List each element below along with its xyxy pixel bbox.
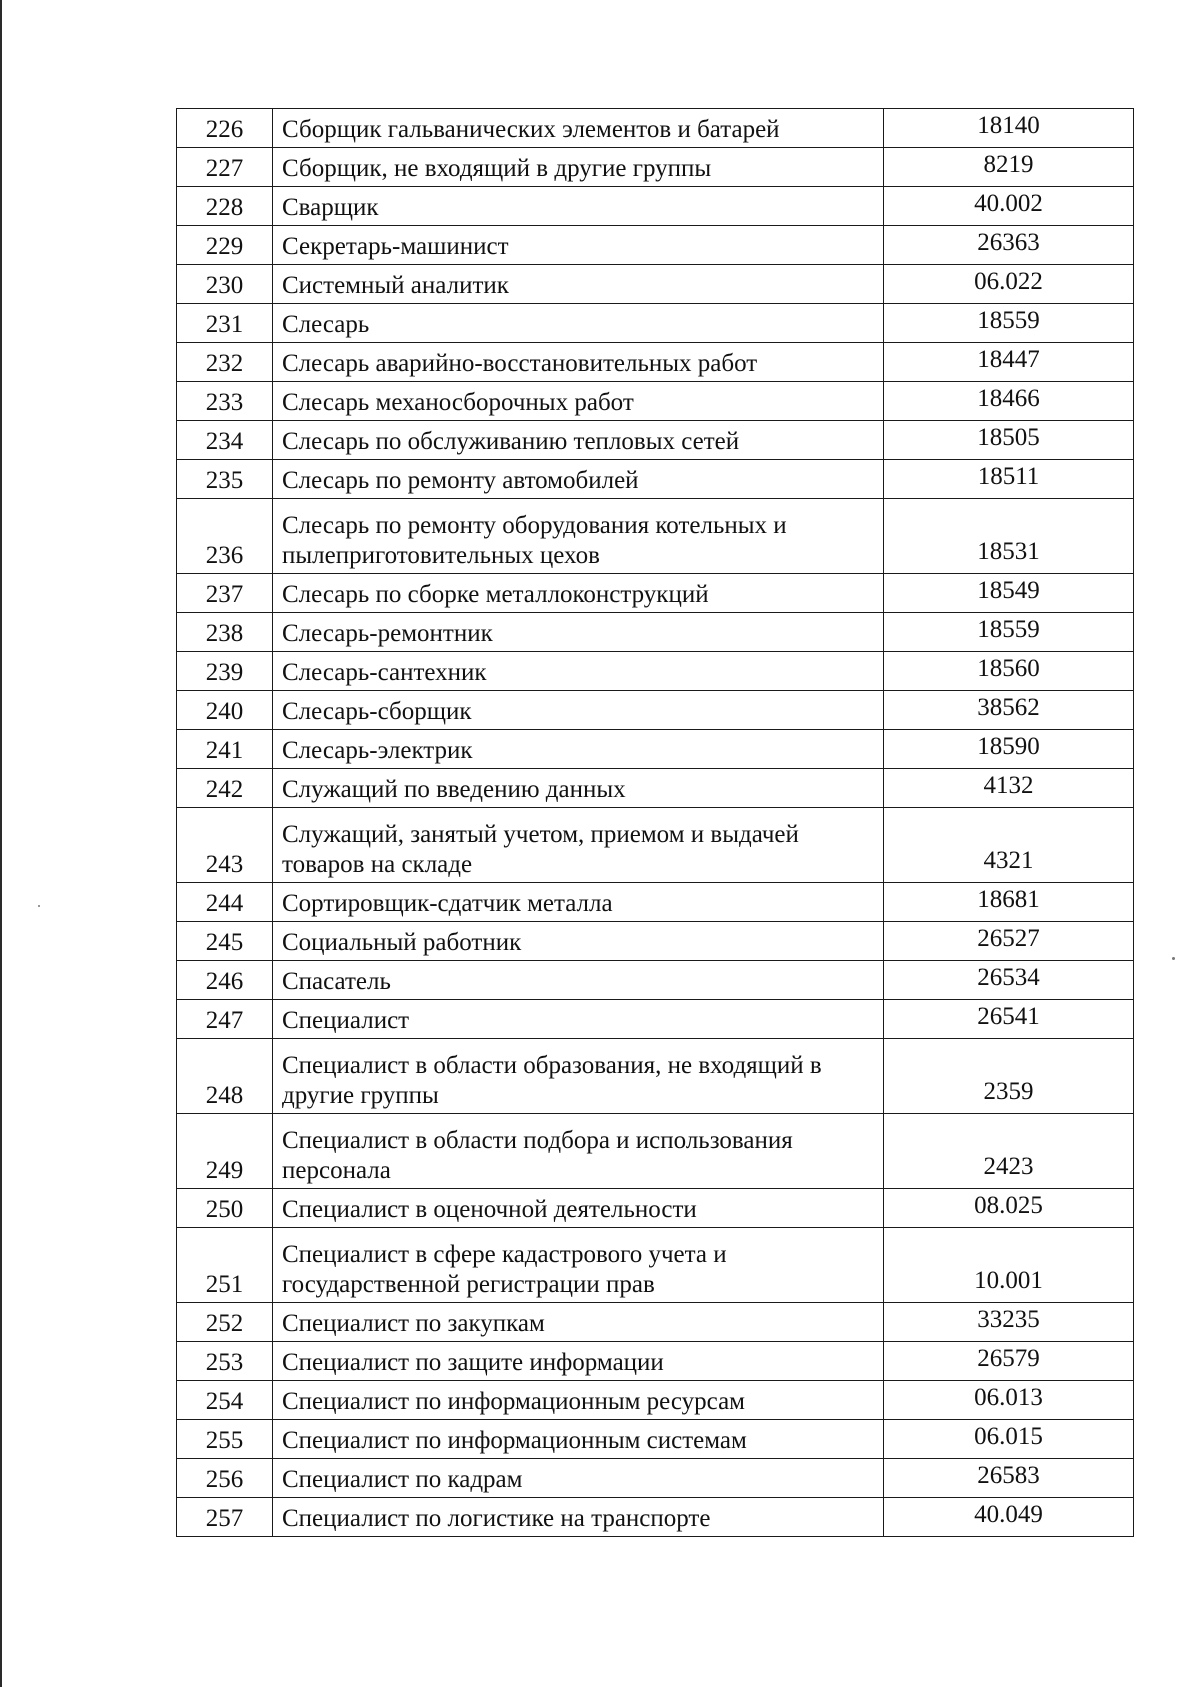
profession-name: Секретарь-машинист xyxy=(273,226,884,265)
row-number: 248 xyxy=(177,1039,273,1114)
profession-code: 4321 xyxy=(884,808,1134,883)
row-number: 236 xyxy=(177,499,273,574)
profession-code: 18590 xyxy=(884,730,1134,769)
profession-code: 40.002 xyxy=(884,187,1134,226)
profession-code: 2359 xyxy=(884,1039,1134,1114)
row-number: 230 xyxy=(177,265,273,304)
row-number: 235 xyxy=(177,460,273,499)
table-row xyxy=(177,265,1134,304)
row-number: 234 xyxy=(177,421,273,460)
profession-name: Специалист xyxy=(273,1000,884,1039)
scan-speck xyxy=(1172,957,1175,960)
table-row xyxy=(177,691,1134,730)
table-row xyxy=(177,1420,1134,1459)
row-number: 228 xyxy=(177,187,273,226)
table-row xyxy=(177,1039,1134,1114)
table-row xyxy=(177,961,1134,1000)
profession-name: Системный аналитик xyxy=(273,265,884,304)
profession-name: Слесарь по ремонту оборудования котельных и пылеприготовительных цехов xyxy=(273,499,884,574)
table-row xyxy=(177,1342,1134,1381)
row-number: 250 xyxy=(177,1189,273,1228)
table-row xyxy=(177,808,1134,883)
profession-name: Сварщик xyxy=(273,187,884,226)
profession-code: 18447 xyxy=(884,343,1134,382)
table-row xyxy=(177,730,1134,769)
profession-name: Сортировщик-сдатчик металла xyxy=(273,883,884,922)
profession-name: Слесарь по ремонту автомобилей xyxy=(273,460,884,499)
table-row xyxy=(177,460,1134,499)
profession-code: 10.001 xyxy=(884,1228,1134,1303)
profession-code: 33235 xyxy=(884,1303,1134,1342)
profession-name: Специалист по информационным ресурсам xyxy=(273,1381,884,1420)
row-number: 253 xyxy=(177,1342,273,1381)
profession-name: Слесарь-электрик xyxy=(273,730,884,769)
profession-code: 26579 xyxy=(884,1342,1134,1381)
profession-name: Сборщик, не входящий в другие группы xyxy=(273,148,884,187)
table-row xyxy=(177,613,1134,652)
profession-code: 26534 xyxy=(884,961,1134,1000)
profession-name: Служащий по введению данных xyxy=(273,769,884,808)
profession-name: Специалист в оценочной деятельности xyxy=(273,1189,884,1228)
table-row xyxy=(177,499,1134,574)
profession-name: Специалист по защите информации xyxy=(273,1342,884,1381)
profession-code: 18549 xyxy=(884,574,1134,613)
row-number: 244 xyxy=(177,883,273,922)
row-number: 254 xyxy=(177,1381,273,1420)
profession-code: 18505 xyxy=(884,421,1134,460)
table-row xyxy=(177,769,1134,808)
profession-code: 06.013 xyxy=(884,1381,1134,1420)
row-number: 238 xyxy=(177,613,273,652)
row-number: 229 xyxy=(177,226,273,265)
row-number: 226 xyxy=(177,109,273,148)
table-row xyxy=(177,1303,1134,1342)
table-row xyxy=(177,574,1134,613)
profession-name: Служащий, занятый учетом, приемом и выдачей товаров на складе xyxy=(273,808,884,883)
table-row xyxy=(177,1189,1134,1228)
profession-code: 18559 xyxy=(884,304,1134,343)
profession-name: Специалист по закупкам xyxy=(273,1303,884,1342)
profession-code: 40.049 xyxy=(884,1498,1134,1537)
profession-name: Специалист по кадрам xyxy=(273,1459,884,1498)
row-number: 239 xyxy=(177,652,273,691)
profession-name: Специалист по информационным системам xyxy=(273,1420,884,1459)
profession-code: 06.022 xyxy=(884,265,1134,304)
row-number: 246 xyxy=(177,961,273,1000)
table-row xyxy=(177,343,1134,382)
profession-name: Слесарь аварийно-восстановительных работ xyxy=(273,343,884,382)
profession-name: Слесарь-сборщик xyxy=(273,691,884,730)
profession-code: 8219 xyxy=(884,148,1134,187)
profession-name: Сборщик гальванических элементов и батарей xyxy=(273,109,884,148)
row-number: 231 xyxy=(177,304,273,343)
table-row xyxy=(177,1381,1134,1420)
row-number: 256 xyxy=(177,1459,273,1498)
row-number: 245 xyxy=(177,922,273,961)
profession-name: Слесарь механосборочных работ xyxy=(273,382,884,421)
profession-code: 18531 xyxy=(884,499,1134,574)
profession-code: 18681 xyxy=(884,883,1134,922)
table-row xyxy=(177,1228,1134,1303)
profession-code: 08.025 xyxy=(884,1189,1134,1228)
professions-table xyxy=(176,108,1134,1537)
row-number: 237 xyxy=(177,574,273,613)
row-number: 249 xyxy=(177,1114,273,1189)
row-number: 247 xyxy=(177,1000,273,1039)
profession-code: 2423 xyxy=(884,1114,1134,1189)
profession-name: Слесарь по сборке металлоконструкций xyxy=(273,574,884,613)
table-row xyxy=(177,148,1134,187)
scan-speck xyxy=(38,905,40,907)
row-number: 252 xyxy=(177,1303,273,1342)
profession-code: 26527 xyxy=(884,922,1134,961)
profession-name: Социальный работник xyxy=(273,922,884,961)
profession-code: 26363 xyxy=(884,226,1134,265)
row-number: 227 xyxy=(177,148,273,187)
profession-name: Специалист в области подбора и использования персонала xyxy=(273,1114,884,1189)
table-row xyxy=(177,109,1134,148)
table-row xyxy=(177,1498,1134,1537)
profession-code: 18140 xyxy=(884,109,1134,148)
row-number: 233 xyxy=(177,382,273,421)
row-number: 240 xyxy=(177,691,273,730)
profession-code: 18466 xyxy=(884,382,1134,421)
table-row xyxy=(177,1459,1134,1498)
row-number: 242 xyxy=(177,769,273,808)
profession-name: Специалист по логистике на транспорте xyxy=(273,1498,884,1537)
table-row xyxy=(177,382,1134,421)
profession-code: 26583 xyxy=(884,1459,1134,1498)
table-row xyxy=(177,1114,1134,1189)
table-row xyxy=(177,226,1134,265)
table-row xyxy=(177,922,1134,961)
table-body xyxy=(177,109,1134,1537)
profession-code: 06.015 xyxy=(884,1420,1134,1459)
row-number: 257 xyxy=(177,1498,273,1537)
table-row xyxy=(177,304,1134,343)
profession-name: Специалист в сфере кадастрового учета и государственной регистрации прав xyxy=(273,1228,884,1303)
profession-name: Слесарь xyxy=(273,304,884,343)
profession-name: Слесарь-ремонтник xyxy=(273,613,884,652)
row-number: 251 xyxy=(177,1228,273,1303)
table-row xyxy=(177,652,1134,691)
row-number: 255 xyxy=(177,1420,273,1459)
scan-left-edge xyxy=(0,0,2,1687)
table-row xyxy=(177,1000,1134,1039)
profession-code: 38562 xyxy=(884,691,1134,730)
profession-name: Слесарь-сантехник xyxy=(273,652,884,691)
profession-code: 18511 xyxy=(884,460,1134,499)
profession-name: Специалист в области образования, не входящий в другие группы xyxy=(273,1039,884,1114)
row-number: 243 xyxy=(177,808,273,883)
profession-code: 26541 xyxy=(884,1000,1134,1039)
profession-name: Спасатель xyxy=(273,961,884,1000)
table-row xyxy=(177,421,1134,460)
table-row xyxy=(177,883,1134,922)
row-number: 241 xyxy=(177,730,273,769)
profession-code: 4132 xyxy=(884,769,1134,808)
profession-name: Слесарь по обслуживанию тепловых сетей xyxy=(273,421,884,460)
table-row xyxy=(177,187,1134,226)
profession-code: 18560 xyxy=(884,652,1134,691)
row-number: 232 xyxy=(177,343,273,382)
profession-code: 18559 xyxy=(884,613,1134,652)
